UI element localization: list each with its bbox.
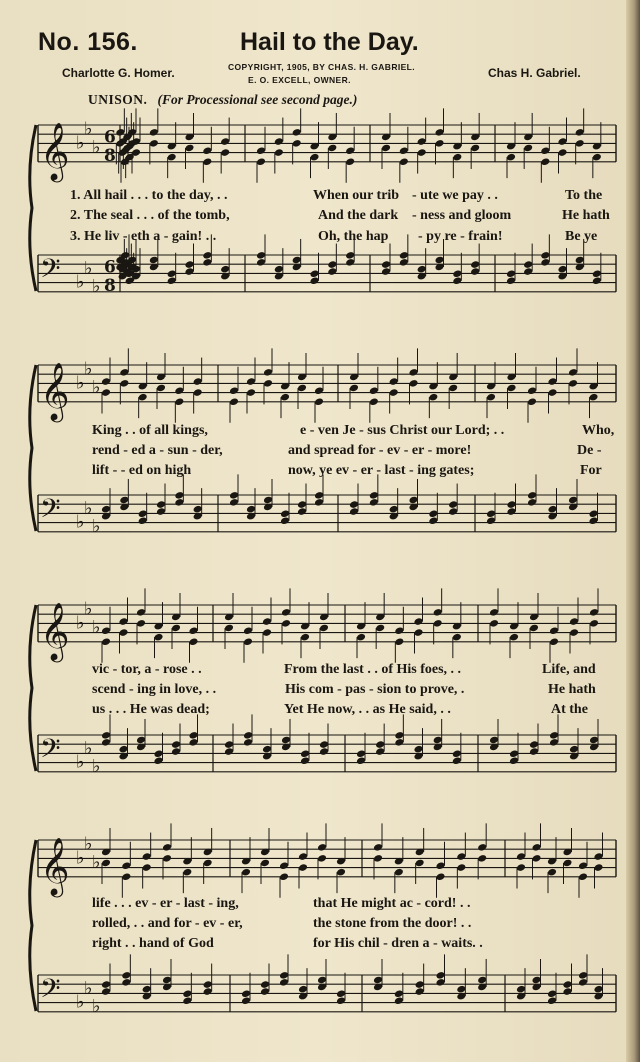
copyright-line: COPYRIGHT, 1905, BY CHAS. H. GABRIEL.: [228, 62, 416, 72]
treble-clef-icon: 𝄞: [40, 361, 70, 420]
flat-sign: ♭: [92, 996, 101, 1018]
flat-sign: ♭: [92, 516, 101, 538]
time-signature-numerator: 6: [104, 257, 116, 278]
lyric-word: right . . hand of God: [92, 936, 214, 951]
lyric-word: Yet He now, . . as He said, . .: [284, 702, 451, 717]
bass-clef-icon: 𝄢: [40, 972, 61, 1011]
flat-sign: ♭: [84, 833, 93, 855]
flat-sign: ♭: [76, 372, 85, 394]
treble-clef-icon: 𝄞: [40, 601, 70, 660]
flat-sign: ♭: [92, 617, 101, 638]
flat-sign: ♭: [92, 852, 101, 873]
lyric-word: for His chil - dren a - waits. .: [313, 936, 483, 951]
bass-clef-icon: 𝄢: [40, 252, 61, 291]
lyric-line-s4-v3: [0, 936, 640, 956]
treble-clef-icon: 𝄞: [40, 836, 70, 895]
lyric-word: that He might ac - cord! . .: [313, 896, 471, 911]
flat-sign: ♭: [84, 737, 93, 759]
flat-sign: ♭: [76, 132, 85, 154]
lyric-word: He hath: [548, 682, 596, 697]
lyric-word: King . . of all kings,: [92, 423, 208, 438]
lyric-line-s3-v3: [0, 702, 640, 722]
time-signature-denominator: 8: [104, 275, 116, 296]
lyric-word: When our trib: [313, 188, 400, 203]
lyric-word: His com - pas - sion to prove, .: [285, 682, 465, 697]
time-signature-denominator: 8: [104, 145, 116, 166]
flat-sign: ♭: [92, 756, 101, 778]
composer-credit: Chas H. Gabriel.: [488, 66, 581, 80]
flat-sign: ♭: [84, 598, 93, 620]
hymn-number: No. 156.: [38, 28, 138, 56]
lyric-word: e - ven Je - sus Christ our Lord; . .: [300, 423, 505, 438]
flat-sign: ♭: [84, 497, 93, 519]
flat-sign: ♭: [76, 511, 85, 533]
lyric-word: Be ye: [565, 229, 598, 244]
flat-sign: ♭: [92, 137, 101, 158]
lyric-word: now, ye ev - er - last - ing gates;: [288, 463, 475, 478]
lyric-line-s1-v3: [0, 229, 640, 249]
lyric-word: - ute we pay . .: [412, 188, 498, 203]
processional-note: (For Processional see second page.): [157, 92, 358, 107]
lyric-word: 3. He liv - eth a - gain! . .: [70, 229, 217, 244]
lyric-word: At the: [551, 702, 588, 717]
lyric-word: For: [580, 463, 602, 478]
flat-sign: ♭: [92, 276, 101, 298]
lyric-word: life . . . ev - er - last - ing,: [92, 896, 239, 911]
lyric-line-s1-v1: [0, 188, 640, 208]
lyric-word: 2. The seal . . . of the tomb,: [70, 208, 230, 223]
lyric-line-s3-v2: [0, 682, 640, 702]
flat-sign: ♭: [84, 257, 93, 279]
lyric-word: To the: [565, 188, 603, 203]
lyric-word: Oh, the hap: [318, 229, 389, 244]
lyric-word: rend - ed a - sun - der,: [92, 443, 223, 458]
lyric-word: us . . . He was dead;: [92, 702, 210, 717]
lyric-word: 1. All hail . . . to the day, . .: [70, 188, 228, 203]
lyric-word: De -: [577, 443, 602, 458]
flat-sign: ♭: [92, 377, 101, 398]
bass-clef-icon: 𝄢: [40, 732, 61, 771]
lyric-line-s2-v2: [0, 443, 640, 463]
lyric-word: Life, and: [542, 662, 596, 677]
flat-sign: ♭: [84, 977, 93, 999]
flat-sign: ♭: [76, 991, 85, 1013]
flat-sign: ♭: [76, 271, 85, 293]
lyric-word: Who,: [582, 423, 615, 438]
flat-sign: ♭: [76, 751, 85, 773]
bass-clef-icon: 𝄢: [40, 492, 61, 531]
unison-mark: UNISON.: [88, 92, 148, 107]
lyric-word: He hath: [562, 208, 610, 223]
lyric-word: and spread for - ev - er - more!: [288, 443, 472, 458]
lyric-word: And the dark: [318, 208, 399, 223]
lyric-word: From the last . . of His foes, . .: [284, 662, 462, 677]
lyric-word: lift - - ed on high: [92, 463, 192, 478]
hymn-title: Hail to the Day.: [240, 28, 419, 56]
lyric-word: scend - ing in love, . .: [92, 682, 217, 697]
lyric-line-s3-v1: [0, 662, 640, 682]
lyric-line-s2-v1: [0, 423, 640, 443]
flat-sign: ♭: [76, 847, 85, 869]
flat-sign: ♭: [84, 358, 93, 380]
lyric-word: the stone from the door! . .: [313, 916, 472, 931]
flat-sign: ♭: [76, 612, 85, 634]
copyright-owner: E. O. EXCELL, OWNER.: [248, 75, 351, 85]
flat-sign: ♭: [84, 118, 93, 140]
lyric-line-s4-v2: [0, 916, 640, 936]
treble-clef-icon: 𝄞: [40, 121, 70, 180]
lyric-line-s4-v1: [0, 896, 640, 916]
time-signature-numerator: 6: [104, 127, 116, 148]
lyric-line-s2-v3: [0, 463, 640, 483]
lyric-word: - ness and gloom: [412, 208, 512, 223]
lyric-word: - py re - frain!: [418, 229, 503, 244]
lyric-line-s1-v2: [0, 208, 640, 228]
lyric-word: rolled, . . and for - ev - er,: [92, 916, 243, 931]
lyricist-credit: Charlotte G. Homer.: [62, 66, 175, 80]
lyric-word: vic - tor, a - rose . .: [92, 662, 202, 677]
